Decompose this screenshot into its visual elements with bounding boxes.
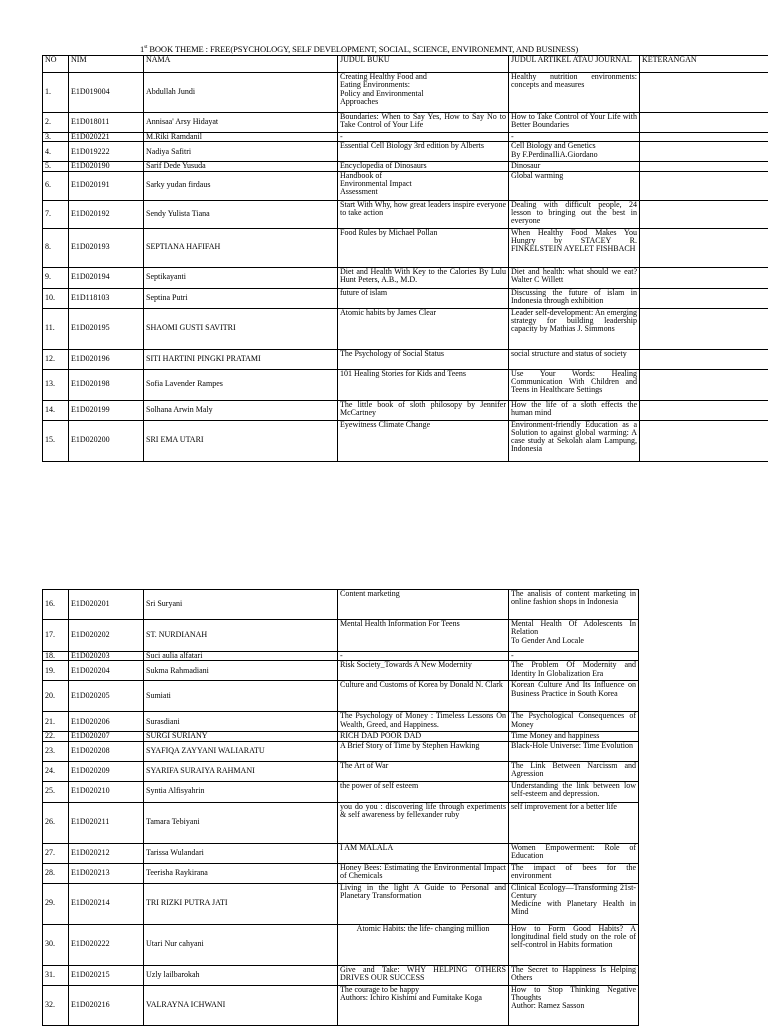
cell-nim: E1D020193 [69,228,144,267]
cell-nim: E1D020201 [69,590,144,620]
cell-nama: SITI HARTINI PINGKI PRATAMI [144,349,338,369]
cell-nama: Sri Suryani [144,590,338,620]
cell-judul-artikel: Healthy nutrition environments: concepts and measures [509,73,640,113]
cell-judul-artikel: The Psychological Consequences of Money [509,712,639,732]
cell-judul-artikel: Understanding the link between low self-esteem and depression. [509,781,639,802]
cell-judul-buku: you do you : discovering life through experiments & self awareness by fellexander ruby [338,802,509,843]
table-row [43,712,639,732]
table-row [43,200,768,228]
cell-no: 30. [43,924,69,965]
table-row [43,681,639,712]
cell-nama: Sukma Rahmadiani [144,661,338,681]
table-row [43,288,768,308]
cell-nama: SEPTIANA HAFIFAH [144,228,338,267]
cell-nama: Suci aulia alfatari [144,652,338,661]
cell-keterangan [640,349,768,369]
cell-nim: E1D020210 [69,781,144,802]
cell-nim: E1D020206 [69,712,144,732]
cell-keterangan [640,113,768,133]
cell-nama: SHAOMI GUSTI SAVITRI [144,308,338,349]
cell-keterangan [640,73,768,113]
cell-no: 22. [43,732,69,741]
cell-judul-buku: The Psychology of Money : Timeless Lessons On Wealth, Greed, and Happiness. [338,712,509,732]
cell-keterangan [640,171,768,200]
cell-keterangan [640,228,768,267]
header-judul-artikel: JUDUL ARTIKEL ATAU JOURNAL [509,56,640,73]
cell-no: 6. [43,171,69,200]
table-row [43,802,639,843]
cell-judul-artikel: - [509,133,640,142]
cell-judul-artikel: Women Empowerment: Role of Education [509,843,639,863]
cell-nama: Abdullah Jundi [144,73,338,113]
table-row [43,113,768,133]
cell-nim: E1D020192 [69,200,144,228]
cell-nim: E1D020194 [69,267,144,288]
cell-no: 9. [43,267,69,288]
cell-nama: Sendy Yulista Tiana [144,200,338,228]
cell-no: 2. [43,113,69,133]
cell-nama: Tarissa Wulandari [144,843,338,863]
table-row [43,162,768,171]
table-row [43,661,639,681]
cell-judul-buku: Diet and Health With Key to the Calories By Lulu Hunt Peters, A.B., M.D. [338,267,509,288]
cell-nim: E1D020198 [69,369,144,400]
table-row [43,843,639,863]
cell-no: 13. [43,369,69,400]
cell-nim: E1D020205 [69,681,144,712]
cell-judul-buku: Content marketing [338,590,509,620]
cell-no: 8. [43,228,69,267]
cell-judul-artikel: Mental Health Of Adolescents In Relation To Gender And Locale [509,620,639,652]
cell-no: 7. [43,200,69,228]
cell-nama: Solhana Arwin Maly [144,400,338,420]
cell-nama: ST. NURDIANAH [144,620,338,652]
cell-no: 4. [43,142,69,162]
cell-keterangan [640,420,768,461]
cell-judul-artikel: Environment-friendly Education as a Solution to against global warming: A case study at Sekolah alam Lampung, Indonesia [509,420,640,461]
table-row [43,228,768,267]
cell-no: 29. [43,883,69,924]
cell-nim: E1D020211 [69,802,144,843]
table-row [43,652,639,661]
cell-judul-buku: I AM MALALA [338,843,509,863]
cell-judul-artikel: Time Money and happiness [509,732,639,741]
table-row [43,133,768,142]
cell-judul-artikel: The analisis of content marketing in online fashion shops in Indonesia [509,590,639,620]
cell-nim: E1D020209 [69,761,144,781]
cell-judul-artikel: Diet and health: what should we eat? Walter C Willett [509,267,640,288]
cell-nama: Septikayanti [144,267,338,288]
cell-nama: Uzly lailbarokah [144,965,338,985]
cell-no: 12. [43,349,69,369]
table-row [43,400,768,420]
cell-nama: Sumiati [144,681,338,712]
cell-judul-buku: Start With Why, how great leaders inspire everyone to take action [338,200,509,228]
cell-nama: SYARIFA SURAIYA RAHMANI [144,761,338,781]
cell-keterangan [640,369,768,400]
cell-judul-buku: The Art of War [338,761,509,781]
cell-nim: E1D020195 [69,308,144,349]
cell-nim: E1D020191 [69,171,144,200]
cell-judul-buku: Give and Take: WHY HELPING OTHERS DRIVES OUR SUCCESS [338,965,509,985]
cell-judul-buku: Handbook of Environmental Impact Assessment [338,171,509,200]
cell-no: 18. [43,652,69,661]
table-row [43,308,768,349]
cell-no: 14. [43,400,69,420]
student-book-table-2 [42,589,639,1026]
table-row [43,732,639,741]
table-row [43,863,639,883]
cell-judul-artikel: social structure and status of society [509,349,640,369]
cell-judul-artikel: Dealing with difficult people, 24 lesson to bringing out the best in everyone [509,200,640,228]
cell-nim: E1D020207 [69,732,144,741]
cell-judul-buku: Food Rules by Michael Pollan [338,228,509,267]
cell-judul-buku: Boundaries: When to Say Yes, How to Say No to Take Control of Your Life [338,113,509,133]
cell-keterangan [640,267,768,288]
cell-judul-buku: Atomic Habits: the life- changing million [338,924,509,965]
cell-judul-buku: The courage to be happy Authors: Ichiro Kishimi and Fumitake Koga [338,985,509,1025]
cell-judul-artikel: When Healthy Food Makes You Hungry by STACEY R. FINKELSTEIN AYELET FISHBACH [509,228,640,267]
cell-nim: E1D020221 [69,133,144,142]
cell-judul-artikel: - [509,652,639,661]
cell-no: 10. [43,288,69,308]
table-row [43,761,639,781]
cell-nim: E1D019004 [69,73,144,113]
cell-judul-artikel: The Link Between Narcissm and Agression [509,761,639,781]
cell-judul-buku: Culture and Customs of Korea by Donald N. Clark [338,681,509,712]
cell-nama: Utari Nur cahyani [144,924,338,965]
cell-judul-artikel: How the life of a sloth effects the human mind [509,400,640,420]
cell-nim: E1D019222 [69,142,144,162]
cell-judul-buku: Atomic habits by James Clear [338,308,509,349]
table-row [43,985,639,1025]
cell-judul-buku: Essential Cell Biology 3rd edition by Alberts [338,142,509,162]
table-row [43,883,639,924]
table-row [43,142,768,162]
cell-no: 19. [43,661,69,681]
page-title: 1st BOOK THEME : FREE(PSYCHOLOGY, SELF DEVELOPMENT, SOCIAL, SCIENCE, ENVIRONEMNT, AND BUSINESS) [140,44,578,54]
cell-judul-buku: the power of self esteem [338,781,509,802]
cell-judul-artikel: How to Stop Thinking Negative Thoughts Author: Ramez Sasson [509,985,639,1025]
cell-nim: E1D020196 [69,349,144,369]
cell-no: 25. [43,781,69,802]
cell-no: 24. [43,761,69,781]
cell-nim: E1D020222 [69,924,144,965]
cell-judul-artikel: The Problem Of Modernity and Identity In Globalization Era [509,661,639,681]
table-row [43,420,768,461]
cell-judul-buku: - [338,652,509,661]
cell-judul-buku: Mental Health Information For Teens [338,620,509,652]
cell-no: 3. [43,133,69,142]
cell-nama: SYAFIQA ZAYYANI WALIARATU [144,741,338,761]
cell-judul-buku: future of islam [338,288,509,308]
cell-nim: E1D118103 [69,288,144,308]
cell-judul-artikel: Discussing the future of islam in Indonesia through exhibition [509,288,640,308]
table-row [43,781,639,802]
cell-keterangan [640,162,768,171]
cell-no: 11. [43,308,69,349]
cell-no: 20. [43,681,69,712]
cell-judul-artikel: Global warming [509,171,640,200]
cell-judul-buku: Living in the light A Guide to Personal and Planetary Transformation [338,883,509,924]
cell-nim: E1D020214 [69,883,144,924]
cell-nama: Surasdiani [144,712,338,732]
cell-nama: Annisaa' Arsy Hidayat [144,113,338,133]
cell-judul-artikel: Korean Culture And Its Influence on Business Practice in South Korea [509,681,639,712]
cell-keterangan [640,400,768,420]
cell-judul-buku: RICH DAD POOR DAD [338,732,509,741]
cell-nama: Syntia Alfisyahrin [144,781,338,802]
cell-keterangan [640,142,768,162]
cell-no: 32. [43,985,69,1025]
header-nim: NIM [69,56,144,73]
cell-nim: E1D020216 [69,985,144,1025]
cell-no: 31. [43,965,69,985]
cell-nim: E1D020212 [69,843,144,863]
header-no: NO [43,56,69,73]
cell-no: 1. [43,73,69,113]
student-book-table-1 [42,55,768,462]
cell-keterangan [640,288,768,308]
cell-nama: Teerisha Raykirana [144,863,338,883]
table-row [43,171,768,200]
cell-nama: SURGI SURIANY [144,732,338,741]
cell-judul-buku: The little book of sloth philosopy by Jennifer McCartney [338,400,509,420]
cell-nim: E1D020215 [69,965,144,985]
cell-no: 5. [43,162,69,171]
cell-nim: E1D020203 [69,652,144,661]
cell-nama: TRI RIZKI PUTRA JATI [144,883,338,924]
cell-nim: E1D020202 [69,620,144,652]
cell-no: 21. [43,712,69,732]
cell-judul-buku: Honey Bees: Estimating the Environmental Impact of Chemicals [338,863,509,883]
cell-judul-buku: A Brief Story of Time by Stephen Hawking [338,741,509,761]
table-row [43,267,768,288]
cell-nama: Tamara Tebiyani [144,802,338,843]
table-row [43,349,768,369]
table-row [43,924,639,965]
cell-nim: E1D020190 [69,162,144,171]
cell-no: 27. [43,843,69,863]
cell-no: 16. [43,590,69,620]
cell-nama: Sarif Dede Yusuda [144,162,338,171]
cell-keterangan [640,133,768,142]
table-row [43,369,768,400]
cell-nama: Sarky yudan firdaus [144,171,338,200]
cell-nama: Septina Putri [144,288,338,308]
cell-judul-artikel: Leader self-development: An emerging strategy for building leadership capacity by Mathias J. Simmons [509,308,640,349]
cell-judul-artikel: Black-Hole Universe: Time Evolution [509,741,639,761]
cell-nim: E1D020208 [69,741,144,761]
cell-judul-artikel: How to Take Control of Your Life with Better Boundaries [509,113,640,133]
cell-nama: SRI EMA UTARI [144,420,338,461]
cell-no: 17. [43,620,69,652]
cell-nim: E1D020213 [69,863,144,883]
cell-nim: E1D020200 [69,420,144,461]
table-row [43,741,639,761]
cell-nama: VALRAYNA ICHWANI [144,985,338,1025]
cell-judul-artikel: The Secret to Happiness Is Helping Others [509,965,639,985]
cell-judul-buku: Risk Society_Towards A New Modernity [338,661,509,681]
cell-judul-buku: Creating Healthy Food and Eating Environments: Policy and Environmental Approaches [338,73,509,113]
cell-nama: Sofia Lavender Rampes [144,369,338,400]
table-row [43,620,639,652]
cell-judul-buku: Encyclopedia of Dinosaurs [338,162,509,171]
header-keterangan: KETERANGAN [640,56,768,73]
cell-judul-artikel: Use Your Words: Healing Communication With Children and Teens in Healthcare Settings [509,369,640,400]
cell-judul-buku: Eyewitness Climate Change [338,420,509,461]
cell-no: 23. [43,741,69,761]
cell-judul-buku: The Psychology of Social Status [338,349,509,369]
cell-nim: E1D018011 [69,113,144,133]
cell-no: 15. [43,420,69,461]
cell-keterangan [640,308,768,349]
cell-judul-artikel: The impact of bees for the environment [509,863,639,883]
cell-no: 26. [43,802,69,843]
cell-judul-artikel: self improvement for a better life [509,802,639,843]
cell-no: 28. [43,863,69,883]
cell-nama: Nadiya Safitri [144,142,338,162]
cell-judul-buku: 101 Healing Stories for Kids and Teens [338,369,509,400]
table-header-row [43,56,768,73]
header-nama: NAMA [144,56,338,73]
cell-nim: E1D020199 [69,400,144,420]
header-judul-buku: JUDUL BUKU [338,56,509,73]
cell-judul-artikel: Dinosaur [509,162,640,171]
cell-nama: M.Riki Ramdanil [144,133,338,142]
table-row [43,73,768,113]
table-row [43,590,639,620]
cell-judul-artikel: How to Form Good Habits? A longitudinal field study on the role of self-control in Habits formation [509,924,639,965]
cell-judul-artikel: Clinical Ecology—Transforming 21st-Century Medicine with Planetary Health in Mind [509,883,639,924]
cell-judul-buku: - [338,133,509,142]
cell-judul-artikel: Cell Biology and Genetics By F.PerdinaIliA.Giordano [509,142,640,162]
cell-nim: E1D020204 [69,661,144,681]
table-row [43,965,639,985]
cell-keterangan [640,200,768,228]
